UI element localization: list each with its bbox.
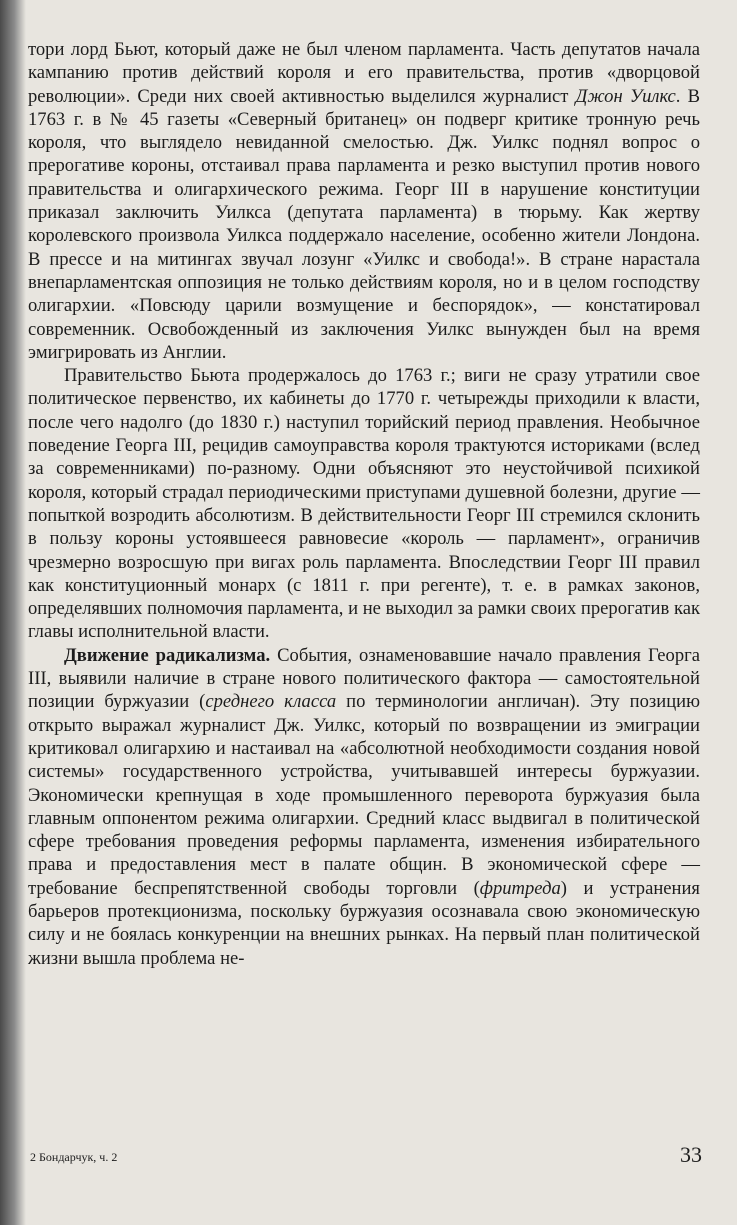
term-free-trade: фритреда	[479, 877, 561, 899]
name-john-wilkes: Джон Уилкс	[575, 85, 676, 107]
term-middle-class: среднего класса	[205, 691, 337, 713]
paragraph-3	[28, 644, 700, 970]
paragraph-1	[28, 38, 700, 364]
book-page	[28, 38, 700, 970]
printer-signature: 2 Бондарчук, ч. 2	[30, 1150, 118, 1164]
paragraph-2-text: Правительство Бьюта продержалось до 1763 г.; виги не сразу утратили свое политическое первенство, их кабинеты до 1770 г. четырежды приходили к власти, после чего надолго (до 1830 г.) наступил торийский период правления. Необычное поведение Георга III, рецидив самоуправства короля трактуются историками (вслед за современниками) по-разному. Одни объясняют это неустойчивой психикой короля, который страдал периодическими приступами душевной болезни, другие — попыткой возродить абсолютизм. В действительности Георг III стремился склонить в пользу короны устоявшееся равновесие «король — парламент», ограничив чрезмерно возросшую при вигах роль парламента. Впоследствии Георг III правил как конституционный монарх (с 1811 г. при регенте), т. е. в рамках законов, определявших полномочия парламента, и не выходил за рамки своих прерогатив как главы исполнительной власти.	[28, 365, 700, 643]
section-heading-radicalism: Движение радикализма.	[64, 644, 271, 666]
paragraph-1-text-a: тори лорд Бьют, который даже не был членом парламента. Часть депутатов начала кампанию против действий короля и его правительства, против «дворцовой революции». Среди них своей активностью выделился журналист	[28, 39, 700, 107]
paragraph-3-text-b: по терминологии англичан). Эту позицию открыто выражал журналист Дж. Уилкс, который по возвращении из эмиграции критиковал олигархию и настаивал на «абсолютной необходимости создания новой системы» государственного устройства, учитывавшей интересы буржуазии. Экономически крепнущая в ходе промышленного переворота буржуазия была главным оппонентом режима олигархии. Средний класс выдвигал в политической сфере требования проведения реформы парламента, изменения избирательного права и предоставления мест в палате общин. В экономической сфере — требование беспрепятственной свободы торговли (	[28, 691, 700, 899]
paragraph-1-text-b: . В 1763 г. в № 45 газеты «Северный британец» он подверг критике тронную речь короля, что выглядело невиданной смелостью. Дж. Уилкс поднял вопрос о прерогативе короны, отстаивал права парламента и резко выступил против нового правительства и олигархического режима. Георг III в нарушение конституции приказал заключить Уилкса (депутата парламента) в тюрьму. Как жертву королевского произвола Уилкса поддержало население, особенно жители Лондона. В прессе и на митингах звучал лозунг «Уилкс и свобода!». В стране нарастала внепарламентская оппозиция не только действиям короля, но и в целом господству олигархии. «Повсюду царили возмущение и беспорядок», — констатировал современник. Освобожденный из заключения Уилкс вынужден был на время эмигрировать из Англии.	[28, 85, 700, 363]
page-number: 33	[680, 1142, 702, 1167]
paragraph-3-text-c: ) и устранения барьеров протекционизма, поскольку буржуазия осознавала свою экономическую силу и не боялась конкуренции на внешних рынках. На первый план политической жизни вышла проблема не-	[28, 877, 700, 969]
scan-shadow-edge	[0, 0, 26, 1225]
paragraph-2	[28, 364, 700, 644]
paragraph-3-text-a: События, ознаменовавшие начало правления Георга III, выявили наличие в стране нового политического фактора — самостоятельной позиции буржуазии (	[28, 644, 700, 713]
page-footer	[30, 1142, 702, 1172]
